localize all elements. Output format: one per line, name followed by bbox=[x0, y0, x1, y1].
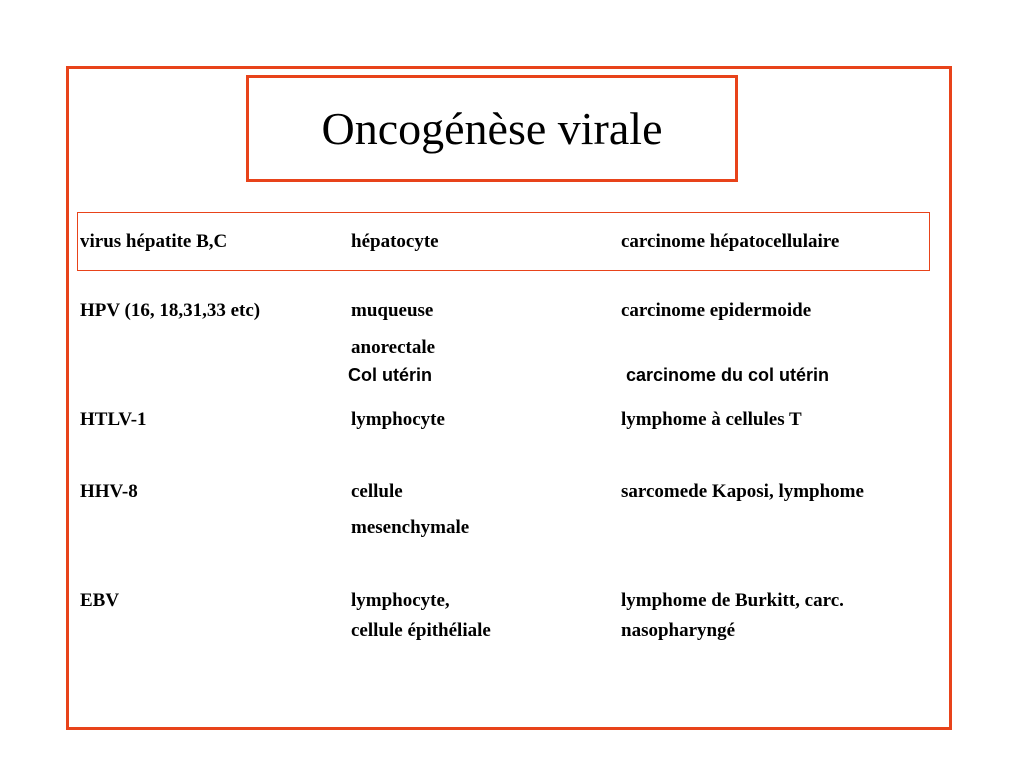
row5-virus: EBV bbox=[80, 590, 120, 611]
row4-cell-line2: mesenchymale bbox=[351, 517, 470, 538]
row5-cell-line1: lymphocyte, bbox=[351, 590, 450, 611]
row1-virus: virus hépatite B,C bbox=[80, 231, 228, 252]
row5-cell-line2: cellule épithéliale bbox=[351, 620, 491, 641]
slide-title: Oncogénèse virale bbox=[321, 103, 663, 154]
row4-cell-line1: cellule bbox=[351, 481, 403, 502]
row2-cancer-line1: carcinome epidermoide bbox=[621, 300, 812, 321]
title-box bbox=[246, 75, 738, 182]
row5-cancer-line2: nasopharyngé bbox=[621, 620, 736, 641]
row2-cell-line2: anorectale bbox=[351, 337, 436, 358]
row3-virus: HTLV-1 bbox=[80, 409, 147, 430]
row3-cancer: lymphome à cellules T bbox=[621, 409, 802, 430]
row4-virus: HHV-8 bbox=[80, 481, 138, 502]
row3-cell: lymphocyte bbox=[351, 409, 445, 430]
row1-cell: hépatocyte bbox=[351, 231, 439, 252]
row2-cell-line1: muqueuse bbox=[351, 300, 434, 321]
row2-cell-line3: Col utérin bbox=[348, 365, 432, 385]
row5-cancer-line1: lymphome de Burkitt, carc. bbox=[621, 590, 844, 611]
row2-cancer-line2: carcinome du col utérin bbox=[626, 365, 830, 385]
row2-virus: HPV (16, 18,31,33 etc) bbox=[80, 300, 261, 321]
row4-cancer: sarcomede Kaposi, lymphome bbox=[621, 481, 864, 502]
row1-cancer: carcinome hépatocellulaire bbox=[621, 231, 840, 252]
